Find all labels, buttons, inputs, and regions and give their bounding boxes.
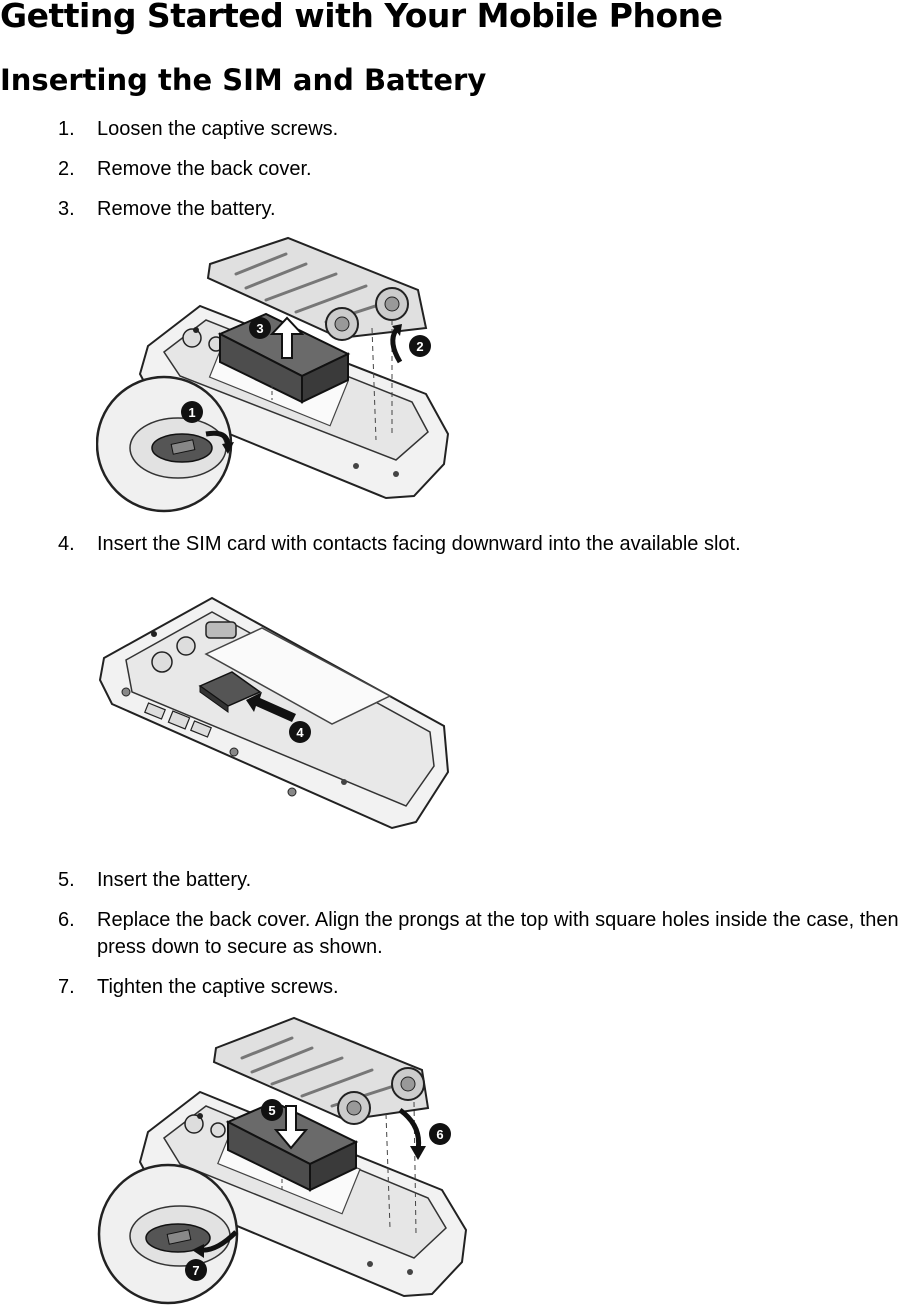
page-title: Getting Started with Your Mobile Phone (0, 0, 723, 35)
callout-label: 3 (256, 321, 264, 336)
step-number: 1. (58, 118, 75, 140)
step-number: 2. (58, 158, 75, 180)
callout-badge-1 (181, 401, 203, 423)
callout-label: 6 (436, 1127, 444, 1142)
step-text: Tighten the captive screws. (97, 976, 339, 998)
step-number: 5. (58, 869, 75, 891)
section-title: Inserting the SIM and Battery (0, 63, 487, 97)
callout-label: 5 (268, 1103, 276, 1118)
step-text: Remove the back cover. (97, 158, 312, 180)
step-text: Replace the back cover. Align the prongs at the top with square holes inside the case, then press down to secure as shown. (97, 909, 899, 958)
callout-badge-3 (249, 317, 271, 339)
callout-label: 7 (192, 1263, 200, 1278)
step-number: 3. (58, 198, 75, 220)
step-number: 7. (58, 976, 75, 998)
callout-badge-4 (289, 721, 311, 743)
step-text: Insert the SIM card with contacts facing downward into the available slot. (97, 533, 741, 555)
step-text: Loosen the captive screws. (97, 118, 339, 140)
callout-badge-2 (409, 335, 431, 357)
figure-remove-battery (96, 234, 456, 514)
callout-label: 2 (416, 339, 424, 354)
callout-badge-7 (185, 1259, 207, 1281)
callout-badge-5 (261, 1099, 283, 1121)
callout-label: 4 (296, 725, 304, 740)
callout-badge-6 (429, 1123, 451, 1145)
step-text: Insert the battery. (97, 869, 252, 891)
figure-insert-battery (96, 1014, 470, 1306)
callout-label: 1 (188, 405, 196, 420)
step-number: 4. (58, 533, 75, 555)
step-number: 6. (58, 909, 75, 931)
step-text: Remove the battery. (97, 198, 276, 220)
figure-insert-sim (96, 596, 452, 832)
